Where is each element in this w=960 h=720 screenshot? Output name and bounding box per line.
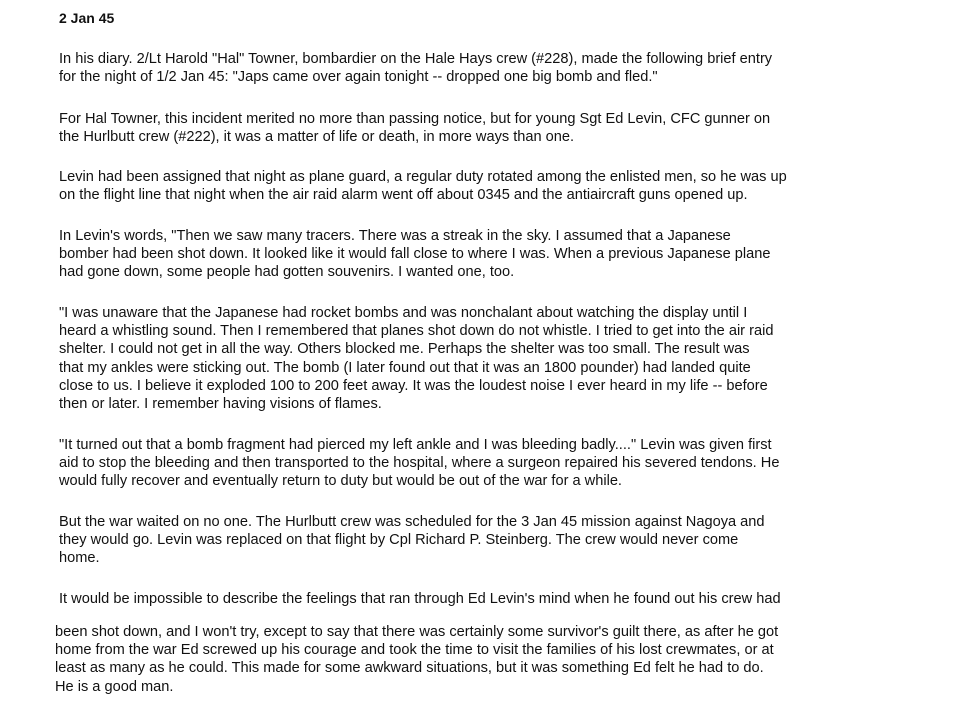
text-line: they would go. Levin was replaced on that flight by Cpl Richard P. Steinberg. The crew would never come xyxy=(59,532,739,549)
text-line: then or later. I remember having visions of flames. xyxy=(59,396,382,413)
text-line: least as many as he could. This made for some awkward situations, but it was something Ed felt he had to do. xyxy=(55,660,764,677)
text-line: aid to stop the bleeding and then transported to the hospital, where a surgeon repaired his severed tendons. He xyxy=(59,455,780,472)
text-line: that my ankles were sticking out. The bomb (I later found out that it was an 1800 pounder) had landed quite xyxy=(59,359,751,376)
text-line: For Hal Towner, this incident merited no more than passing notice, but for young Sgt Ed Levin, CFC gunner on xyxy=(59,111,771,127)
text-line: on the flight line that night when the air raid alarm went off about 0345 and the antiaircraft guns opened up. xyxy=(59,187,748,204)
paragraph-incident-notice xyxy=(59,110,770,146)
text-line: Levin had been assigned that night as plane guard, a regular duty rotated among the enlisted men, so he was up xyxy=(59,169,787,185)
text-line: would fully recover and eventually return to duty but would be out of the war for a while. xyxy=(59,473,622,490)
paragraph-rocket-bombs xyxy=(59,304,773,413)
paragraph-nagoya-mission xyxy=(59,513,765,568)
text-line: heard a whistling sound. Then I remembered that planes shot down do not whistle. I tried to get into the air raid xyxy=(59,323,774,340)
text-line: In Levin's words, "Then we saw many tracers. There was a streak in the sky. I assumed that a Japanese xyxy=(59,228,731,244)
paragraph-feelings xyxy=(59,590,781,608)
text-line: the Hurlbutt crew (#222), it was a matter of life or death, in more ways than one. xyxy=(59,129,575,146)
paragraph-bomb-fragment xyxy=(59,436,779,491)
text-line: been shot down, and I won't try, except to say that there was certainly some survivor's guilt there, as after he got xyxy=(55,624,779,640)
text-line: home. xyxy=(59,550,100,567)
text-line: He is a good man. xyxy=(55,678,174,695)
text-line: "I was unaware that the Japanese had rocket bombs and was nonchalant about watching the display until I xyxy=(59,305,748,321)
paragraph-plane-guard xyxy=(59,168,787,204)
text-line: bomber had been shot down. It looked like it would fall close to where I was. When a previous Japanese plane xyxy=(59,246,771,263)
date-heading: 2 Jan 45 xyxy=(59,10,115,26)
text-line: had gone down, some people had gotten souvenirs. I wanted one, too. xyxy=(59,264,515,281)
text-line: In his diary. 2/Lt Harold "Hal" Towner, bombardier on the Hale Hays crew (#228), made the following brief entry xyxy=(59,51,773,67)
text-line: But the war waited on no one. The Hurlbutt crew was scheduled for the 3 Jan 45 mission against Nagoya and xyxy=(59,514,765,530)
text-line: home from the war Ed screwed up his courage and took the time to visit the families of his lost crewmates, or at xyxy=(55,642,774,659)
text-line: close to us. I believe it exploded 100 to 200 feet away. It was the loudest noise I ever heard in my life -- before xyxy=(59,377,768,394)
text-line: It would be impossible to describe the feelings that ran through Ed Levin's mind when he found out his crew had xyxy=(59,591,781,607)
text-line: for the night of 1/2 Jan 45: "Japs came over again tonight -- dropped one big bomb and fled." xyxy=(59,69,658,86)
paragraph-survivor-guilt xyxy=(55,623,778,696)
paragraph-levin-words xyxy=(59,227,770,282)
text-line: "It turned out that a bomb fragment had pierced my left ankle and I was bleeding badly...." Levin was given first xyxy=(59,437,772,453)
paragraph-diary-entry xyxy=(59,50,772,86)
text-line: shelter. I could not get in all the way. Others blocked me. Perhaps the shelter was too small. The result was xyxy=(59,341,750,358)
